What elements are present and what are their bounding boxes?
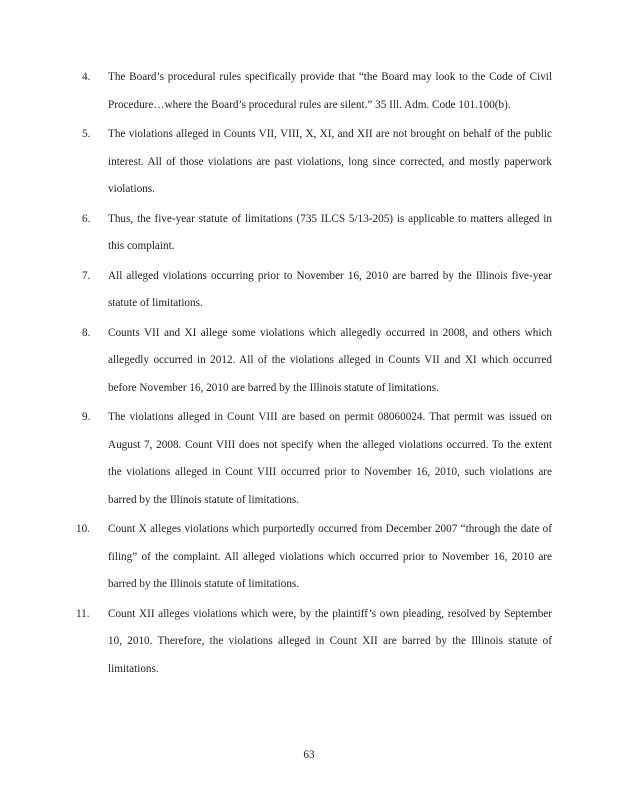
- paragraph-number: 6.: [82, 212, 91, 225]
- paragraph-number: 7.: [82, 269, 91, 282]
- paragraph-number: 9.: [82, 411, 91, 423]
- paragraph-number: 11.: [76, 607, 90, 620]
- paragraph-7: [82, 263, 552, 318]
- paragraph-number: 5.: [82, 128, 91, 140]
- paragraph-text: Count X alleges violations which purportedly occurred from December 2007 “through the date of filing” of the complaint. All alleged violations which occurred prior to November 16, 2010 are barred by the Illinois statute of limitations.: [108, 523, 552, 590]
- paragraph-4: [82, 64, 552, 119]
- paragraph-9: [82, 404, 552, 514]
- paragraph-text: The violations alleged in Counts VII, VIII, X, XI, and XII are not brought on behalf of the public interest. All of those violations are past violations, long since corrected, and mostly paperwork violations.: [108, 128, 552, 195]
- paragraph-5: [82, 121, 552, 204]
- paragraph-text: All alleged violations occurring prior to November 16, 2010 are barred by the Illinois five-year statute of limitations.: [108, 269, 552, 309]
- paragraph-text: Thus, the five-year statute of limitations (735 ILCS 5/13-205) is applicable to matters alleged in this complaint.: [108, 212, 552, 252]
- paragraph-text: Counts VII and XI allege some violations which allegedly occurred in 2008, and others which allegedly occurred in 2012. All of the violations alleged in Counts VII and XI which occurred before November 16, 2010 are barred by the Illinois statute of limitations.: [108, 326, 552, 394]
- paragraph-number: 10.: [76, 523, 90, 535]
- paragraph-number: 4.: [82, 71, 91, 83]
- paragraph-6: [82, 206, 552, 261]
- paragraph-8: [82, 320, 552, 403]
- paragraph-text: The violations alleged in Count VIII are based on permit 08060024. That permit was issued on August 7, 2008. Count VIII does not specify when the alleged violations occurred. To the extent the violations alleged in Count VIII occurred prior to November 16, 2010, such violations are barred by the Illinois statute of limitations.: [108, 411, 552, 506]
- paragraph-number: 8.: [82, 326, 91, 339]
- paragraph-10: [76, 516, 552, 599]
- paragraph-11: [76, 601, 552, 684]
- page-number: 63: [303, 749, 315, 761]
- paragraph-text: The Board’s procedural rules specifically provide that “the Board may look to the Code of Civil Procedure…where the Board’s procedural rules are silent.” 35 Ill. Adm. Code 101.100(b).: [108, 71, 552, 111]
- numbered-paragraph-list: [76, 64, 552, 685]
- paragraph-text: Count XII alleges violations which were, by the plaintiff’s own pleading, resolved by September 10, 2010. Therefore, the violations alleged in Count XII are barred by the Illinois statute of limitations.: [108, 607, 552, 675]
